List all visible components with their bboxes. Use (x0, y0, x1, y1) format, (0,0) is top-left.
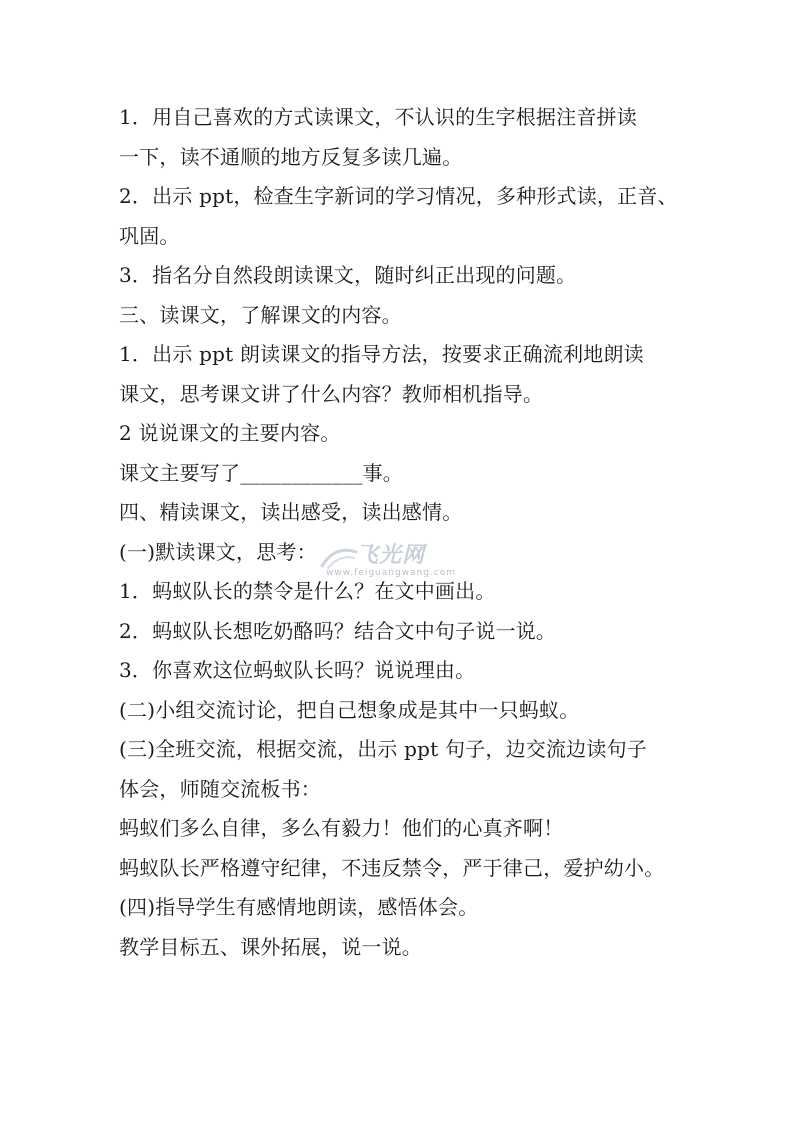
text-line: 一下，读不通顺的地方反复多读几遍。 (119, 144, 463, 169)
text-line: 3．指名分自然段朗读课文，随时纠正出现的问题。 (119, 263, 577, 287)
text-line: 1．蚂蚁队长的禁令是什么？在文中画出。 (119, 579, 496, 603)
section-heading: 四、精读课文，读出感受，读出感情。 (119, 500, 463, 524)
fill-in-blank-line: 课文主要写了____________事。 (119, 460, 403, 485)
text-line: 3．你喜欢这位蚂蚁队长吗？说说理由。 (119, 658, 476, 682)
document-body (119, 98, 689, 967)
text-line: 课文，思考课文讲了什么内容？教师相机指导。 (119, 381, 544, 406)
text-line: 巩固。 (119, 223, 180, 248)
text-line: 体会，师随交流板书： (119, 776, 321, 801)
text-line: 1．用自己喜欢的方式读课文，不认识的生字根据注音拼读 (119, 105, 637, 129)
text-line: 2．出示 ppt，检查生字新词的学习情况，多种形式读，正音、 (119, 184, 678, 208)
text-line: 1．出示 ppt 朗读课文的指导方法，按要求正确流利地朗读 (119, 342, 644, 366)
section-heading: 教学目标五、课外拓展，说一说。 (119, 934, 422, 959)
text-line: 2．蚂蚁队长想吃奶酪吗？结合文中句子说一说。 (119, 618, 557, 643)
subsection-heading: (一)默读课文，思考： (119, 539, 317, 564)
subsection-heading: (二)小组交流讨论，把自己想象成是其中一只蚂蚁。 (119, 697, 580, 722)
watermark-logo: 飞光网 (356, 543, 426, 568)
section-heading: 三、读课文，了解课文的内容。 (119, 302, 402, 327)
text-line: 蚂蚁们多么自律，多么有毅力！他们的心真齐啊！ (119, 816, 564, 840)
subsection-heading: (四)指导学生有感情地朗读，感悟体会。 (119, 895, 479, 919)
text-line: 2 说说课文的主要内容。 (119, 421, 341, 445)
watermark-url: www.feiguangwang.com (326, 568, 457, 578)
text-line: 蚂蚁队长严格遵守纪律，不违反禁令，严于律己，爱护幼小。 (119, 855, 665, 880)
subsection-heading: (三)全班交流，根据交流，出示 ppt 句子，边交流边读句子 (119, 737, 647, 761)
